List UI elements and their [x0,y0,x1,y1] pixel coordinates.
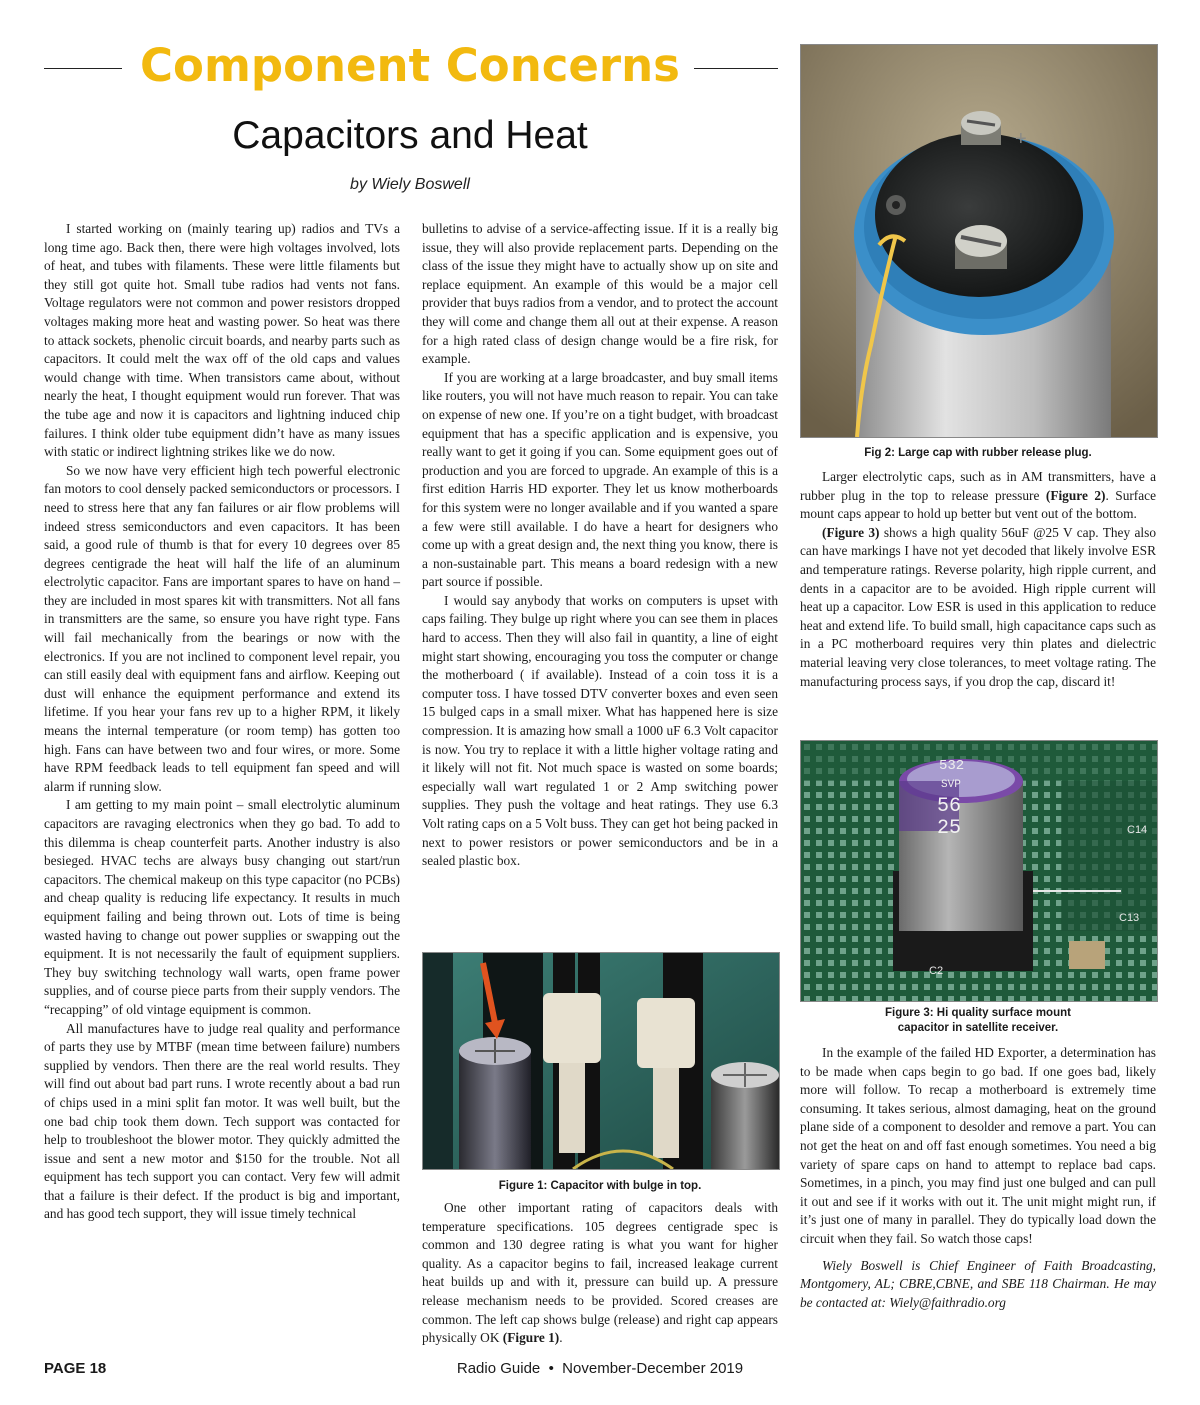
article-column-2 [422,220,778,871]
caption-line: Figure 3: Hi quality surface mount [885,1007,1071,1019]
board-label: C14 [1127,824,1148,836]
paragraph [800,524,1156,691]
section-banner: Component Concerns [140,39,680,92]
paragraph [800,468,1156,524]
figure-1-photo [422,952,780,1170]
large-electrolytic-cap-image [801,45,1157,437]
article-byline: by Wiely Boswell [350,176,470,193]
figure-2-caption: Fig 2: Large cap with rubber release plug. [864,447,1092,459]
paragraph: bulletins to advise of a service-affecting issue. If it is a really big issue, they will also provide replacement parts. Depending on the class of the issue they might have to actually show up on site and replace equipment. An example of this would be a major cell provider that buys radios from a vendor, and to protect the account they will come and change them all out at their expense. A reason for a high rated class of design change would be a fire risk, for example. [422,221,778,367]
paragraph: One other important rating of capacitors deals with temperature specifications. 105 degrees centigrade spec is common and 130 degree rating is what you want for higher quality. As a capacitor begins to fail, increased leakage current heat builds up and with it, pressure can build up. A pressure release mechanism needs to be provided. Scored creases are common. The left cap shows bulge (release) and right cap appears physically OK (Figure 1). [422,1200,778,1346]
article-column-3 [800,468,1156,691]
paragraph: All manufactures have to judge real quality and performance of parts they use by MTBF (mean time between failure) numbers supplied by vendors. Then there are the real world results. They will find out about bad part runs. I wrote recently about a bad run of chips used in a mini split fan motor. It was well built, but the one bad chip took them down. Tech support was contacted for help to troubleshoot the blower motor. They quickly admitted the issue and sent a new motor and $150 for the trouble. Not all equipment has tech support you can contact. Very few will admit that a failure is their defect. If the product is big and important, and has good tech support, they will issue timely technical [44,1020,400,1222]
paragraph: So we now have very efficient high tech powerful electronic fan motors to cool densely packed semiconductors or processors. I need to stress here that any fan failures or air flow problems will indeed stress semiconductors and even capacitors. It has been said, a good rule of thumb is that for every 10 degrees over 85 degrees centigrade the heat will half the life of an aluminum electrolytic capacitor. Fans are important spares to have on hand – they are included in most spares kit with transmitters. Not all fans in transmitters are the same, so ensure you have right type. Fans will fail mechanically from the bearings or now with the electronics. If you are not inclined to component level repair, you can still easily deal with equipment fans and airflow. Keeping out dust will enhance the equipment performance and extend its lifetime. If you hear your fans rev up to a higher RPM, it likely means the internal temperature (or room temp) has gotten too high. Fans can have between two and four wires, or more. Some have RPM feedback leads to tell equipment fan speed and will alarm if running slow. [44,462,400,794]
figure-reference: (Figure 2) [1045,487,1106,503]
cap-marking-lot: 532 [939,758,965,774]
paragraph: In the example of the failed HD Exporter, a determination has to be made when caps begin to go bad. If one goes bad, likely more will follow. To recap a motherboard is extremely time consuming. It takes serious, almost damaging, heat on the ground plane side of a component to desolder and remove a part. You can not get the heat on and off fast enough sometimes. You need a big variety of spare caps on hand to attempt to replace bad caps. Sometimes, in a pinch, you may find just one bulged and can pull it out and see if it works with out it. The unit might might run, if it’s just one of many in parallel. They do typically load down the circuit when they fail. So watch those caps! [800,1045,1156,1246]
figure-3-caption [800,1006,1156,1036]
svg-text:+: + [1015,128,1027,150]
paragraph-text: Larger electrolytic caps, such as in AM transmitters, have a rubber plug in the top to release pressure [800,469,1156,503]
paragraph: I am getting to my main point – small electrolytic aluminum capacitors are ravaging electronics when they go bad. To add to this dilemma is cheap counterfeit parts. Another industry is also besieged. HVAC techs are always busy changing out start/run capacitors. The chemical makeup on this type capacitor (no PCBs) and cheap quality is reducing life expectancy. It results in much equipment failing and being thrown out. Lots of time is being wasted having to change out power supplies or swapping out the equipment. It is not necessarily the fault of equipment suppliers. They buy switching technology wall warts, open frame power supplies, and of course piece parts from their supply vendors. The “recapping” of old vintage equipment is common. [44,797,400,1017]
page-number: PAGE 18 [44,1360,107,1377]
article-column-3-bottom [800,1044,1156,1312]
figure-2-photo [800,44,1158,438]
paragraph-text: One other important rating of capacitors deals with temperature specifications. 105 degrees centigrade spec is common and 130 degree rating is what you want for higher quality. As a capacitor begins to fail, increased leakage current heat builds up and with it, pressure can build up. A pressure release mechanism needs to be provided. Scored creases are common. The left cap shows bulge (release) and right cap appears physically OK [422,1200,778,1346]
surface-mount-cap-image [801,741,1157,1001]
banner-rule-left [44,68,122,69]
figure-1-caption: Figure 1: Capacitor with bulge in top. [498,1180,702,1192]
figure-reference: (Figure 3) [822,524,880,540]
paragraph-text: shows a high quality 56uF @25 V cap. They also can have markings I have not yet decoded that likely involve ESR and temperature ratings. Reverse polarity, high ripple current, and dents in a capacitor are to be avoided. High ripple current will heat up a capacitor. Low ESR is used in this application to reduce heat and extend life. To build small, high capacitance caps such as in a PC motherboard requires very thin plates and dielectric material leaving very close tolerances, to meet voltage rating. The manufacturing process says, if you drop the cap, discard it! [800,524,1156,689]
figure-3-photo [800,740,1158,1002]
board-label: C2 [929,965,944,977]
paragraph: I started working on (mainly tearing up) radios and TVs a long time ago. Back then, there were high voltages involved, lots of heat, and tubes with filaments. These were little filaments but they still got quite hot. Small tube radios had vents not fans. Voltage regulators were not common and power resistors dropped voltages making more heat and wasting power. So heat was there to attack sockets, phenolic circuit boards, and nearby parts such as capacitors. It could melt the wax off of the old caps and values would change with time. When transistors came about, without nearly the heat, I thought equipment would run forever. That was the tube age and now it is capacitors and lightning induced chip failures. I think older tube equipment didn’t have as many issues with static or indirect lightning strikes like we do now. [44,221,400,460]
paragraph-text: . Surface mount caps appear to hold up better but vent out of the bottom. [800,487,1157,522]
caption-line: capacitor in satellite receiver. [897,1022,1059,1034]
cap-marking-series: SVP [941,779,961,791]
author-credit: Wiely Boswell is Chief Engineer of Faith Broadcasting, Montgomery, AL; CBRE,CBNE, and SBE 118 Chairman. He may be contacted at: Wiely@faithradio.org [800,1257,1156,1310]
article-column-1 [44,220,400,1224]
figure-reference: (Figure 1) [502,1330,560,1346]
publication-info: Radio Guide • November-December 2019 [456,1360,744,1377]
article-title: Capacitors and Heat [232,114,588,157]
paragraph: If you are working at a large broadcaster, and buy small items like routers, you will not have much reason to repair. You can take on expense of new one. If you’re on a tight budget, with broadcast equipment that has a specific application and is expensive, you really want to get it going if you can. Some equipment goes out of production and you are forced to upgrade. An example of this is a first edition Harris HD exporter. They let us know motherboards for this system were no longer available and if you wanted a spare a few were still available. I do have a heart for designers who come up with a great design and, the next thing you know, there is a non-sustainable part. This means a board redesign with a new part source if possible. [422,369,778,590]
banner-rule-right [694,68,778,69]
article-column-2-bottom [422,1199,778,1348]
cap-marking-capacitance: 56 [937,795,962,818]
cap-marking-voltage: 25 [937,817,962,840]
motherboard-capacitors-image [423,953,779,1169]
paragraph: I would say anybody that works on computers is upset with caps failing. They bulge up right where you can see them in places hard to access. Then they will also fail in quantity, a line of eight might start showing, encouraging you toss the computer or change the motherboard ( if available). Instead of a coin toss it is a computer toss. I have tossed DTV converter boxes and even seen 15 bulged caps in a small mixer. What has happened here is size compression. It is amazing how small a 1000 uF 6.3 Volt capacitor is now. You try to replace it with a little higher voltage rating and it likely will not fit. Not much space is wasted on some boards; especially wall wart regulated 1 or 2 Amp switching power supplies. They push the voltage and heat ratings. They use 6.3 Volt rating caps on a 5 Volt buss. They can get hot being packed in next to power resistors or power semiconductors and be in a sealed plastic box. [422,592,778,869]
board-label: C13 [1119,912,1140,924]
